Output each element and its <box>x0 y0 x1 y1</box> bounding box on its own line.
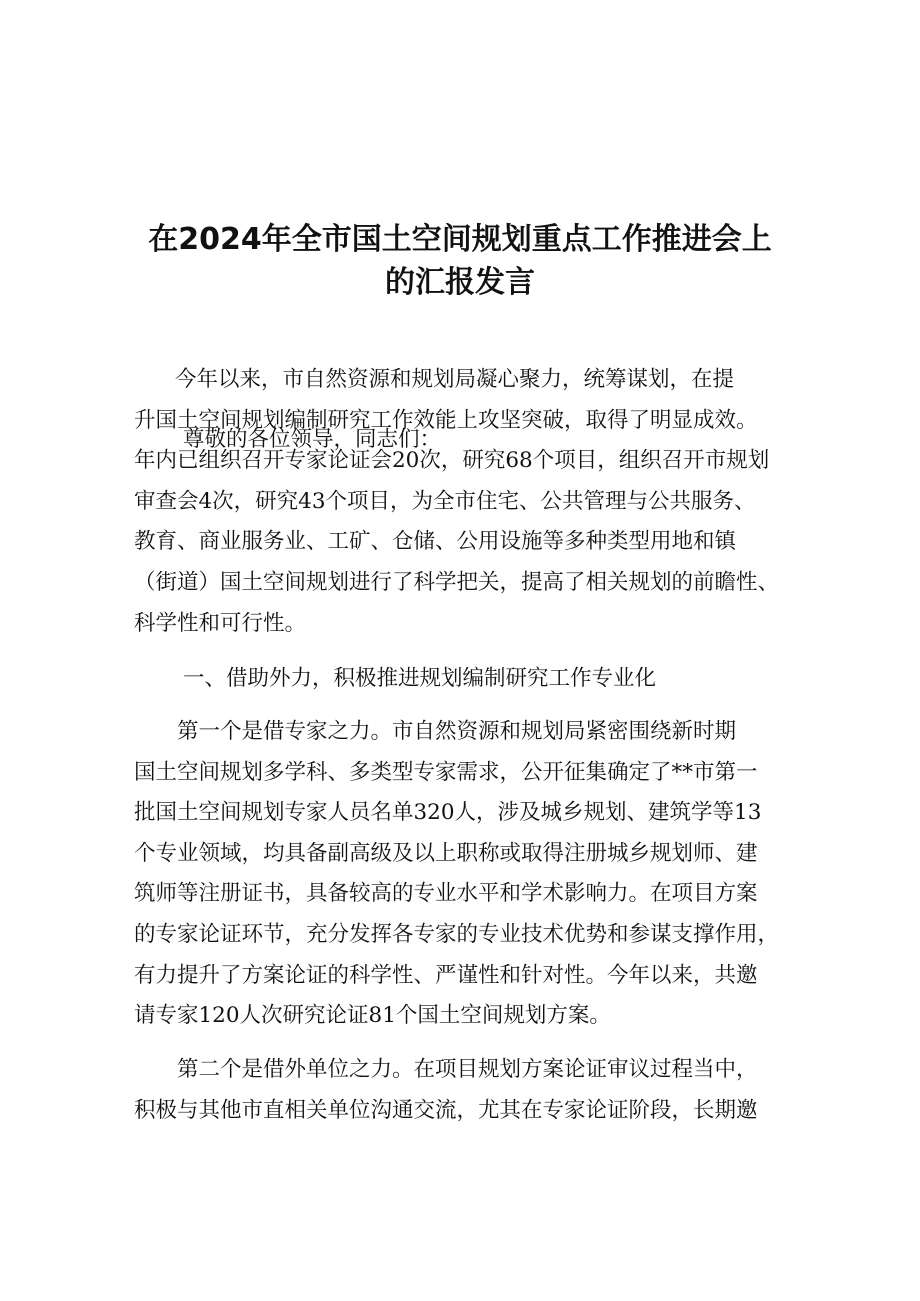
paragraph-line: 积极与其他市直相关单位沟通交流，尤其在专家论证阶段，长期邀 <box>134 1097 758 1123</box>
paragraph-line: 国土空间规划多学科、多类型专家需求，公开征集确定了**市第一 <box>134 759 758 785</box>
paragraph-line: 年内已组织召开专家论证会20次，研究68个项目，组织召开市规划 <box>134 448 770 474</box>
paragraph-external-units <box>134 1050 834 1131</box>
paragraph-line: 批国土空间规划专家人员名单320人，涉及城乡规划、建筑学等13 <box>134 800 762 826</box>
paragraph-line: 今年以来，市自然资源和规划局凝心聚力，统筹谋划，在提 <box>132 367 735 392</box>
paragraph-intro <box>134 360 834 644</box>
paragraph-line: 的专家论证环节，充分发挥各专家的专业技术优势和参谋支撑作用， <box>134 921 780 947</box>
paragraph-line: 教育、商业服务业、工矿、仓储、公用设施等多种类型用地和镇 <box>134 529 737 555</box>
paragraph-line: 个专业领域，均具备副高级及以上职称或取得注册城乡规划师、建 <box>134 840 758 866</box>
paragraph-experts <box>134 712 834 1037</box>
paragraph-line: 有力提升了方案论证的科学性、严谨性和针对性。今年以来，共邀 <box>134 962 758 988</box>
document-title-line-1: 在2024年全市国土空间规划重点工作推进会上 <box>148 222 772 257</box>
paragraph-line: 审查会4次，研究43个项目，为全市住宅、公共管理与公共服务、 <box>134 488 756 514</box>
paragraph-line: 筑师等注册证书，具备较高的专业水平和学术影响力。在项目方案 <box>134 881 758 907</box>
section-heading-1: 一、借助外力，积极推进规划编制研究工作专业化 <box>183 666 657 691</box>
paragraph-line: 请专家120人次研究论证81个国土空间规划方案。 <box>134 1003 611 1029</box>
paragraph-line: 升国土空间规划编制研究工作效能上攻坚突破，取得了明显成效。 <box>134 407 758 433</box>
paragraph-line: 第二个是借外单位之力。在项目规划方案论证审议过程当中， <box>134 1057 758 1082</box>
paragraph-line: （街道）国土空间规划进行了科学把关，提高了相关规划的前瞻性、 <box>134 569 780 595</box>
document-title-line-2: 的汇报发言 <box>385 265 535 300</box>
paragraph-line: 第一个是借专家之力。市自然资源和规划局紧密围绕新时期 <box>134 719 737 744</box>
greeting-line: 尊敬的各位领导，同志们： <box>183 427 442 452</box>
paragraph-line: 科学性和可行性。 <box>134 610 307 636</box>
